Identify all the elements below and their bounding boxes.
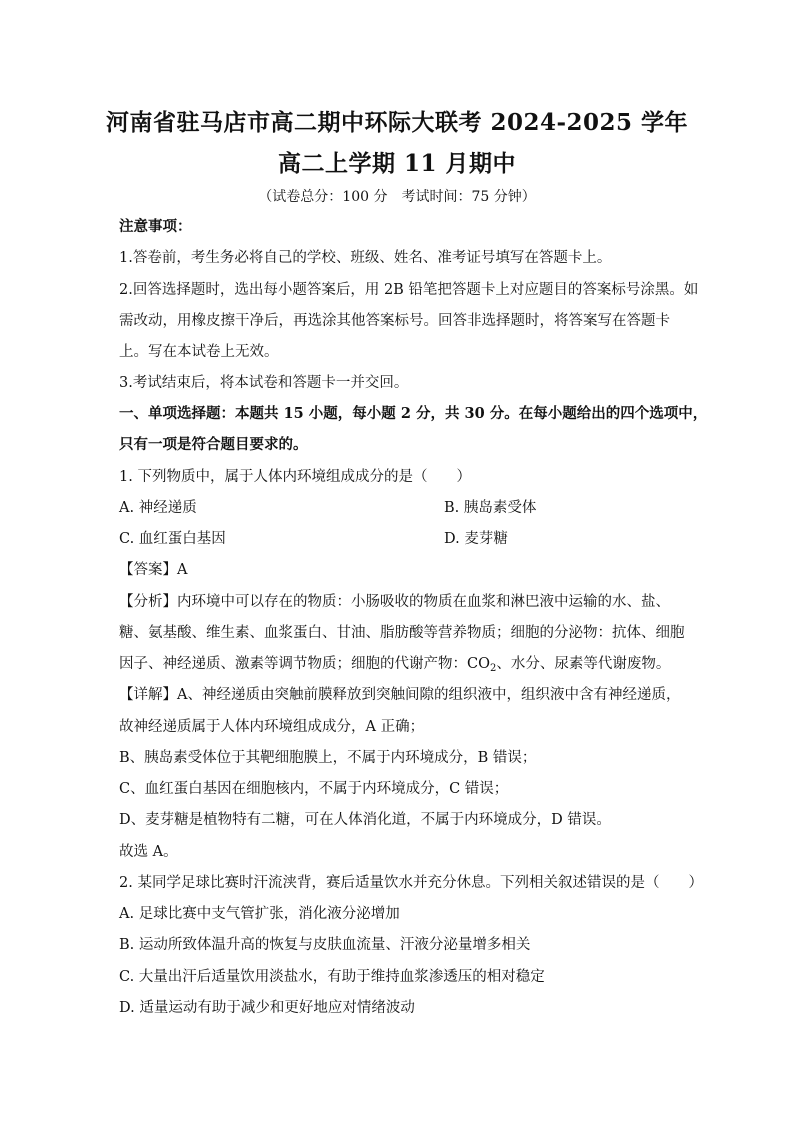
q1-detail-line3: B、胰岛素受体位于其靶细胞膜上，不属于内环境成分，B 错误；	[119, 750, 537, 766]
q1-option-d: D. 麦芽糖	[444, 531, 508, 547]
q2-option-a: A. 足球比赛中支气管扩张，消化液分泌增加	[119, 906, 400, 922]
exam-info: （试卷总分：100 分 考试时间：75 分钟）	[258, 189, 536, 205]
section-heading-line1: 一、单项选择题：本题共 15 小题，每小题 2 分，共 30 分。在每小题给出的四个选项中，	[119, 405, 708, 422]
q1-detail-line2: 故神经递质属于人体内环境组成成分，A 正确；	[119, 719, 425, 735]
notice-item-2-line3: 上。写在本试卷上无效。	[119, 344, 279, 360]
q1-analysis-line3-post: 、水分、尿素等代谢废物。	[496, 656, 671, 672]
q1-option-a: A. 神经递质	[119, 500, 197, 516]
q1-analysis-line1: 【分析】内环境中可以存在的物质：小肠吸收的物质在血浆和淋巴液中运输的水、盐、	[119, 594, 670, 610]
q2-option-c: C. 大量出汗后适量饮用淡盐水，有助于维持血浆渗透压的相对稳定	[119, 969, 545, 985]
q1-option-b: B. 胰岛素受体	[444, 500, 537, 516]
notice-item-1: 1.答卷前，考生务必将自己的学校、班级、姓名、准考证号填写在答题卡上。	[119, 250, 612, 266]
q1-detail-line1: 【详解】A、神经递质由突触前膜释放到突触间隙的组织液中，组织液中含有神经递质，	[119, 687, 681, 703]
section-heading-line2: 只有一项是符合题目要求的。	[119, 436, 308, 453]
co2-subscript: 2	[489, 663, 497, 674]
q1-stem: 1. 下列物质中，属于人体内环境组成成分的是（ ）	[119, 469, 471, 485]
q1-detail-line5: D、麦芽糖是植物特有二糖，可在人体消化道，不属于内环境成分，D 错误。	[119, 812, 611, 828]
q1-detail-line4: C、血红蛋白基因在细胞核内，不属于内环境成分，C 错误；	[119, 781, 509, 797]
q2-option-b: B. 运动所致体温升高的恢复与皮肤血流量、汗液分泌量增多相关	[119, 937, 531, 953]
notice-item-2-line1: 2.回答选择题时，选出每小题答案后，用 2B 铅笔把答题卡上对应题目的答案标号涂黑。如	[119, 282, 699, 298]
q1-answer: 【答案】A	[119, 562, 188, 578]
q1-analysis-line3	[119, 654, 670, 679]
exam-title-line1: 河南省驻马店市高二期中环际大联考 2024-2025 学年	[105, 109, 689, 136]
notice-heading: 注意事项：	[119, 218, 192, 235]
notice-item-3: 3.考试结束后，将本试卷和答题卡一并交回。	[119, 375, 409, 391]
q2-stem: 2. 某同学足球比赛时汗流浃背，赛后适量饮水并充分休息。下列相关叙述错误的是（ ）	[119, 875, 703, 891]
q1-analysis-line2: 糖、氨基酸、维生素、血浆蛋白、甘油、脂肪酸等营养物质；细胞的分泌物：抗体、细胞	[119, 625, 685, 641]
q1-conclusion: 故选 A。	[119, 844, 178, 860]
exam-title-line2: 高二上学期 11 月期中	[277, 150, 517, 177]
q1-analysis-line3-pre: 因子、神经递质、激素等调节物质；细胞的代谢产物：CO	[119, 656, 490, 672]
notice-item-2-line2: 需改动，用橡皮擦干净后，再选涂其他答案标号。回答非选择题时，将答案写在答题卡	[119, 313, 670, 329]
q1-option-c: C. 血红蛋白基因	[119, 531, 226, 547]
q2-option-d: D. 适量运动有助于减少和更好地应对情绪波动	[119, 1000, 415, 1016]
